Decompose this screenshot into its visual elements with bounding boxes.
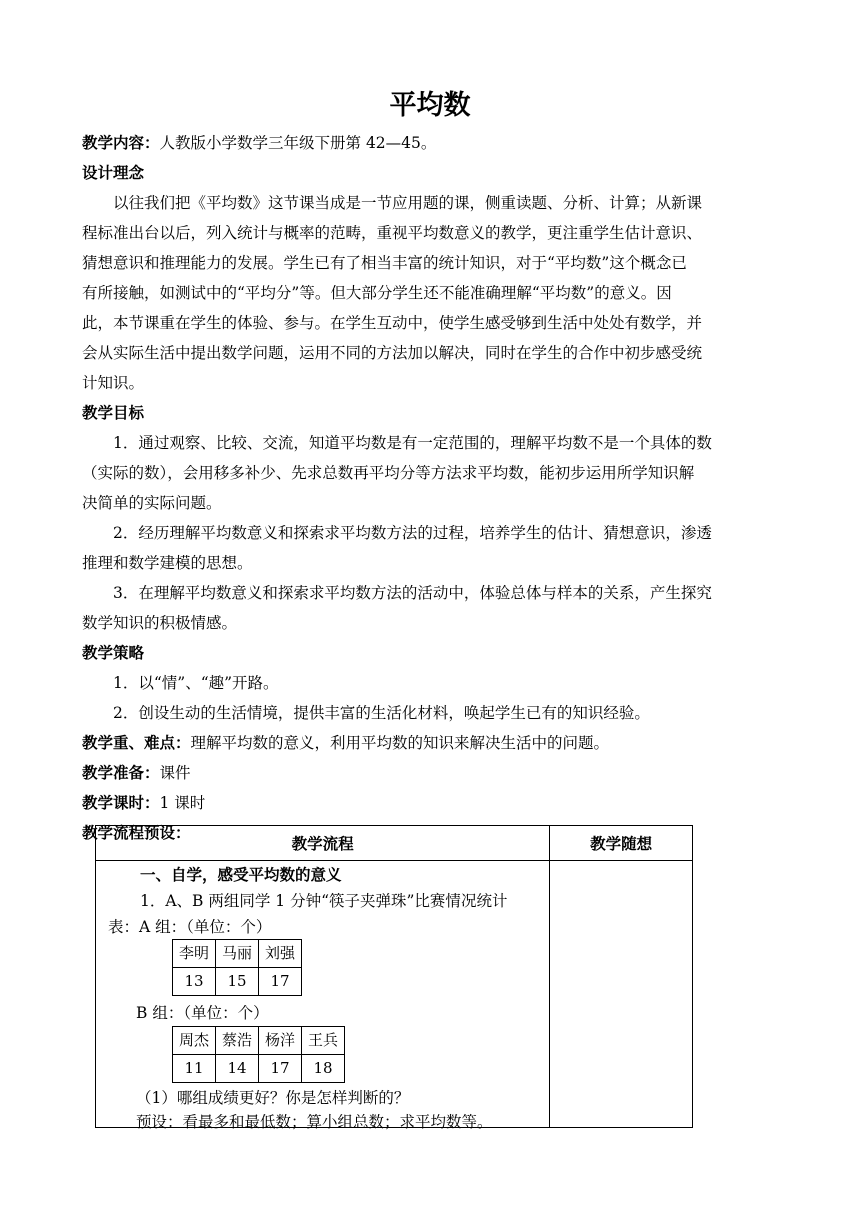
key-points-line: [82, 728, 782, 758]
teaching-flow-table: [95, 825, 693, 1131]
document-body: [82, 128, 782, 848]
table-cell: 13: [173, 968, 216, 996]
goals-heading: 教学目标: [82, 404, 145, 422]
design-heading: 设计理念: [82, 164, 145, 182]
design-line: 会从实际生活中提出数学问题，运用不同的方法加以解决，同时在学生的合作中初步感受统: [82, 344, 703, 362]
preset-line: 预设：看最多和最低数；算小组总数；求平均数等。: [136, 1113, 493, 1131]
notes-cell: [550, 861, 693, 1128]
goal-line: 2．经历理解平均数意义和探索求平均数方法的过程，培养学生的估计、猜想意识，渗透: [113, 524, 712, 542]
goal-line: （实际的数），会用移多补少、先求总数再平均分等方法求平均数，能初步运用所学知识解: [82, 464, 695, 482]
preparation-line: [82, 758, 782, 788]
design-paragraph: [82, 188, 782, 398]
table-cell: 王兵: [302, 1027, 345, 1055]
key-points-value: 理解平均数的意义，利用平均数的知识来解决生活中的问题。: [190, 734, 610, 752]
table-row: [173, 968, 302, 996]
flow-label: 教学流程预设：: [82, 824, 191, 842]
question-line: （1）哪组成绩更好？你是怎样判断的？: [136, 1089, 410, 1107]
hours-value: 1 课时: [159, 794, 206, 812]
table-cell: 蔡浩: [216, 1027, 259, 1055]
flow-column-header: 教学流程: [96, 826, 550, 861]
table-cell: 14: [216, 1055, 259, 1083]
goal-line: 决简单的实际问题。: [82, 494, 222, 512]
table-row: [173, 1027, 345, 1055]
design-line: 有所接触，如测试中的“平均分”等。但大部分学生还不能准确理解“平均数”的意义。因: [82, 284, 672, 302]
design-line: 以往我们把《平均数》这节课当成是一节应用题的课，侧重读题、分析、计算；从新课: [113, 194, 703, 212]
table-cell: 周杰: [173, 1027, 216, 1055]
goal-item-1: [82, 428, 782, 518]
design-line: 计知识。: [82, 374, 145, 392]
notes-column-header: 教学随想: [550, 826, 693, 861]
teaching-content-label: 教学内容：: [82, 134, 160, 152]
table-cell: 李明: [173, 940, 216, 968]
table-cell: 马丽: [216, 940, 259, 968]
group-a-table: [172, 939, 302, 996]
table-cell: 17: [259, 1055, 302, 1083]
preparation-value: 课件: [159, 764, 191, 782]
table-row: [173, 940, 302, 968]
preparation-label: 教学准备：: [82, 764, 160, 782]
table-cell: 刘强: [259, 940, 302, 968]
strategy-item: 2．创设生动的生活情境，提供丰富的生活化材料，唤起学生已有的知识经验。: [113, 704, 650, 722]
goal-item-2: [82, 518, 782, 578]
key-points-label: 教学重、难点：: [82, 734, 191, 752]
table-cell: 15: [216, 968, 259, 996]
document-title: 平均数: [389, 90, 471, 121]
goal-line: 1．通过观察、比较、交流，知道平均数是有一定范围的，理解平均数不是一个具体的数: [113, 434, 712, 452]
strategy-item: 1．以“情”、“趣”开路。: [113, 674, 279, 692]
table-cell: 18: [302, 1055, 345, 1083]
design-line: 此，本节课重在学生的体验、参与。在学生互动中，使学生感受够到生活中处处有数学，并: [82, 314, 703, 332]
hours-label: 教学课时：: [82, 794, 160, 812]
flow-header-row: [96, 826, 693, 861]
intro-line: 1．A、B 两组同学 1 分钟“筷子夹弹珠”比赛情况统计: [140, 892, 508, 910]
teaching-content-value: 人教版小学数学三年级下册第 42—45。: [159, 134, 437, 152]
table-cell: 17: [259, 968, 302, 996]
flow-cell: [96, 861, 550, 1131]
hours-line: [82, 788, 782, 818]
strategy-heading: 教学策略: [82, 644, 145, 662]
table-cell: 杨洋: [259, 1027, 302, 1055]
table-cell: 11: [173, 1055, 216, 1083]
goal-line: 数学知识的积极情感。: [82, 614, 238, 632]
goal-item-3: [82, 578, 782, 638]
group-b-table: [172, 1026, 345, 1083]
table-row: [173, 1055, 345, 1083]
intro-line: 表：A 组：（单位：个）: [108, 918, 272, 936]
section-title: 一、自学，感受平均数的意义: [140, 866, 342, 884]
design-line: 程标准出台以后，列入统计与概率的范畴，重视平均数意义的教学，更注重学生估计意识、: [82, 224, 703, 242]
group-b-label: B 组：（单位：个）: [136, 1004, 269, 1022]
goal-line: 推理和数学建模的思想。: [82, 554, 253, 572]
goal-line: 3．在理解平均数意义和探索求平均数方法的活动中，体验总体与样本的关系，产生探究: [113, 584, 712, 602]
flow-body-row: [96, 861, 693, 1128]
teaching-content-line: [82, 128, 782, 158]
design-line: 猜想意识和推理能力的发展。学生已有了相当丰富的统计知识，对于“平均数”这个概念已: [82, 254, 687, 272]
